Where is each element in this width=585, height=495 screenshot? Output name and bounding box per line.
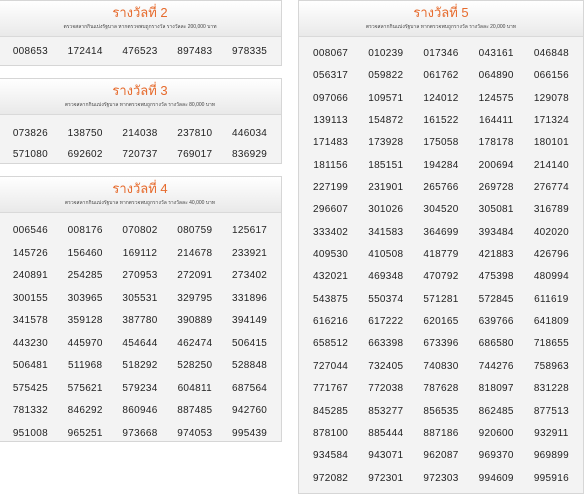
prize-2-numbers [0,37,281,59]
lottery-number: 951008 [12,427,48,439]
lottery-number: 571281 [423,293,459,305]
lottery-number: 943071 [368,450,404,462]
prize-2-panel [0,0,282,66]
lottery-number: 175058 [423,137,459,149]
lottery-number: 359128 [67,315,103,326]
lottery-number: 932911 [534,427,569,439]
lottery-number: 673396 [423,338,459,350]
lottery-number: 787628 [423,383,459,395]
lottery-number: 617222 [368,316,404,328]
lottery-number: 454644 [122,337,158,349]
lottery-number: 462474 [177,337,213,349]
lottery-number: 043161 [478,48,514,59]
lottery-number: 387780 [122,315,158,326]
lottery-number: 543875 [313,293,349,305]
lottery-number: 470792 [423,271,459,283]
prize-3-subtitle: ตรวจสลากกินแบ่งรัฐบาล หากตรวจพบถูกรางวัล รางวัลละ 80,000 บาท [64,102,216,108]
lottery-number: 333402 [313,226,349,238]
lottery-number: 475398 [478,271,514,283]
lottery-number: 214140 [533,159,569,171]
lottery-number: 772038 [368,383,404,395]
lottery-number: 073826 [12,128,48,139]
prize-4-title: รางวัลที่ 4 [112,181,168,196]
lottery-number: 920600 [478,427,514,439]
lottery-number: 164411 [478,115,514,127]
lottery-number: 109571 [368,92,404,104]
lottery-number: 145726 [12,247,48,259]
lottery-number: 304520 [423,204,459,216]
lottery-number: 046848 [533,48,569,59]
lottery-number: 846292 [67,405,103,416]
lottery-number: 272091 [177,270,213,281]
lottery-number: 171483 [313,137,349,149]
lottery-number: 124575 [478,92,514,104]
prize-5-header [299,1,583,37]
lottery-number: 169112 [122,247,158,259]
lottery-number: 181156 [313,159,348,171]
lottery-number: 720737 [122,149,158,160]
lottery-number: 185151 [368,159,404,171]
lottery-number: 528250 [177,360,213,371]
prize-2-subtitle: ตรวจสลากกินแบ่งรัฐบาล หากตรวจพบถูกรางวัล รางวัลละ 200,000 บาท [63,24,217,30]
lottery-number: 064890 [478,70,514,82]
lottery-number: 571080 [12,149,48,160]
lottery-number: 978335 [232,46,268,57]
lottery-number: 008176 [67,225,103,236]
lottery-number: 687564 [232,382,268,394]
lottery-number: 124012 [423,92,459,104]
lottery-number: 469348 [368,271,404,283]
lottery-number: 426796 [533,249,569,261]
lottery-number: 265766 [423,182,459,194]
lottery-number: 995439 [232,427,268,439]
lottery-number: 639766 [478,316,514,328]
prize-4-panel [0,176,282,442]
lottery-number: 301026 [368,204,404,216]
lottery-number: 129078 [533,92,569,104]
lottery-number: 641809 [533,316,569,328]
lottery-number: 771767 [313,383,349,395]
lottery-number: 518292 [122,360,158,371]
lottery-number: 860946 [122,405,158,416]
prize-5-numbers [299,37,583,490]
lottery-number: 066156 [533,70,569,82]
prize-3-numbers [0,115,281,165]
lottery-number: 686580 [478,338,514,350]
lottery-number: 394149 [232,315,268,326]
lottery-number: 758963 [533,360,569,372]
lottery-number: 579234 [122,382,158,394]
lottery-number: 233921 [232,247,268,259]
lottery-number: 008067 [313,48,349,59]
lottery-number: 237810 [177,128,213,139]
lottery-number: 692602 [67,149,103,160]
lottery-number: 194284 [423,159,459,171]
lottery-number: 831228 [533,383,569,395]
lottery-number: 972303 [423,472,459,484]
lottery-number: 744276 [478,360,514,372]
lottery-number: 200694 [478,159,514,171]
lottery-number: 214038 [122,128,158,139]
lottery-number: 171324 [533,115,569,127]
lottery-number: 341578 [12,315,48,326]
lottery-number: 856535 [423,405,459,417]
lottery-number: 010239 [368,48,404,59]
lottery-number: 305531 [122,292,158,304]
lottery-number: 172414 [67,46,103,57]
lottery-number: 781332 [12,405,48,416]
lottery-number: 480994 [533,271,569,283]
lottery-number: 620165 [423,316,459,328]
lottery-number: 139113 [313,115,348,127]
lottery-number: 965251 [67,427,103,439]
lottery-number: 818097 [478,383,514,395]
lottery-number: 402020 [533,226,569,238]
prize-5-subtitle: ตรวจสลากกินแบ่งรัฐบาล หากตรวจพบถูกรางวัล รางวัลละ 20,000 บาท [365,24,517,30]
lottery-number: 331896 [232,292,268,304]
lottery-number: 836929 [232,149,268,160]
lottery-number: 097066 [313,92,349,104]
lottery-number: 897483 [177,46,213,57]
lottery-number: 878100 [313,427,349,439]
lottery-number: 862485 [478,405,514,417]
prize-2-title: รางวัลที่ 2 [112,5,168,20]
lottery-number: 432021 [313,271,349,283]
lottery-number: 180101 [533,137,569,149]
lottery-number: 006546 [12,225,48,236]
lottery-number: 974053 [177,427,213,439]
prize-3-header [0,79,281,115]
prize-4-header [0,177,281,213]
lottery-number: 616216 [313,316,349,328]
lottery-number: 887186 [423,427,459,439]
lottery-number: 161522 [423,115,459,127]
prize-3-panel [0,78,282,164]
lottery-number: 316789 [533,204,569,216]
lottery-number: 296607 [313,204,349,216]
prize-5-panel [298,0,584,494]
lottery-number: 270953 [122,270,158,281]
prize-5-title: รางวัลที่ 5 [413,5,469,20]
lottery-number: 240891 [12,270,48,281]
lottery-number: 446034 [232,128,268,139]
lottery-number: 972082 [313,472,349,484]
lottery-number: 410508 [368,249,404,261]
prize-2-header [0,1,281,37]
lottery-number: 341583 [368,226,404,238]
lottery-number: 994609 [478,472,514,484]
lottery-number: 972301 [368,472,404,484]
lottery-number: 611619 [534,293,569,305]
lottery-number: 017346 [423,48,459,59]
lottery-number: 154872 [368,115,404,127]
lottery-number: 853277 [368,405,404,417]
lottery-number: 254285 [67,270,103,281]
lottery-number: 511968 [67,360,103,371]
lottery-number: 305081 [478,204,514,216]
lottery-number: 550374 [368,293,404,305]
prize-3-title: รางวัลที่ 3 [112,83,168,98]
lottery-number: 877513 [533,405,569,417]
prize-4-subtitle: ตรวจสลากกินแบ่งรัฐบาล หากตรวจพบถูกรางวัล รางวัลละ 40,000 บาท [64,200,216,206]
lottery-number: 769017 [177,149,213,160]
lottery-number: 718655 [533,338,569,350]
lottery-number: 300155 [12,292,48,304]
lottery-number: 409530 [313,249,349,261]
lottery-number: 575425 [12,382,48,394]
lottery-number: 061762 [423,70,459,82]
lottery-number: 173928 [368,137,404,149]
lottery-number: 604811 [177,382,212,394]
lottery-number: 845285 [313,405,349,417]
lottery-number: 969899 [533,450,569,462]
lottery-number: 273402 [232,270,268,281]
lottery-number: 178178 [478,137,514,149]
lottery-number: 506481 [12,360,48,371]
lottery-number: 008653 [12,46,48,57]
lottery-number: 214678 [177,247,213,259]
lottery-number: 663398 [368,338,404,350]
lottery-number: 231901 [368,182,404,194]
prize-4-numbers [0,213,281,445]
lottery-number: 572845 [478,293,514,305]
lottery-number: 080759 [177,225,213,236]
lottery-number: 445970 [67,337,103,349]
lottery-number: 995916 [533,472,569,484]
lottery-number: 973668 [122,427,158,439]
lottery-number: 443230 [12,337,48,349]
lottery-number: 740830 [423,360,459,372]
lottery-number: 934584 [313,450,349,462]
lottery-number: 138750 [67,128,103,139]
lottery-number: 059822 [368,70,404,82]
lottery-number: 942760 [232,405,268,416]
lottery-number: 727044 [313,360,349,372]
lottery-number: 732405 [368,360,404,372]
lottery-number: 962087 [423,450,459,462]
lottery-number: 276774 [533,182,569,194]
lottery-number: 418779 [423,249,459,261]
lottery-number: 227199 [313,182,349,194]
lottery-number: 506415 [232,337,268,349]
lottery-number: 056317 [313,70,349,82]
lottery-number: 528848 [232,360,268,371]
lottery-number: 421883 [478,249,514,261]
lottery-number: 303965 [67,292,103,304]
lottery-number: 969370 [478,450,514,462]
lottery-number: 156460 [67,247,103,259]
lottery-number: 329795 [177,292,213,304]
lottery-number: 887485 [177,405,213,416]
lottery-number: 070802 [122,225,158,236]
lottery-number: 658512 [313,338,349,350]
lottery-number: 885444 [368,427,404,439]
lottery-number: 364699 [423,226,459,238]
lottery-number: 393484 [478,226,514,238]
lottery-number: 575621 [67,382,103,394]
lottery-number: 390889 [177,315,213,326]
lottery-number: 125617 [232,225,268,236]
lottery-number: 269728 [478,182,514,194]
lottery-number: 476523 [122,46,158,57]
